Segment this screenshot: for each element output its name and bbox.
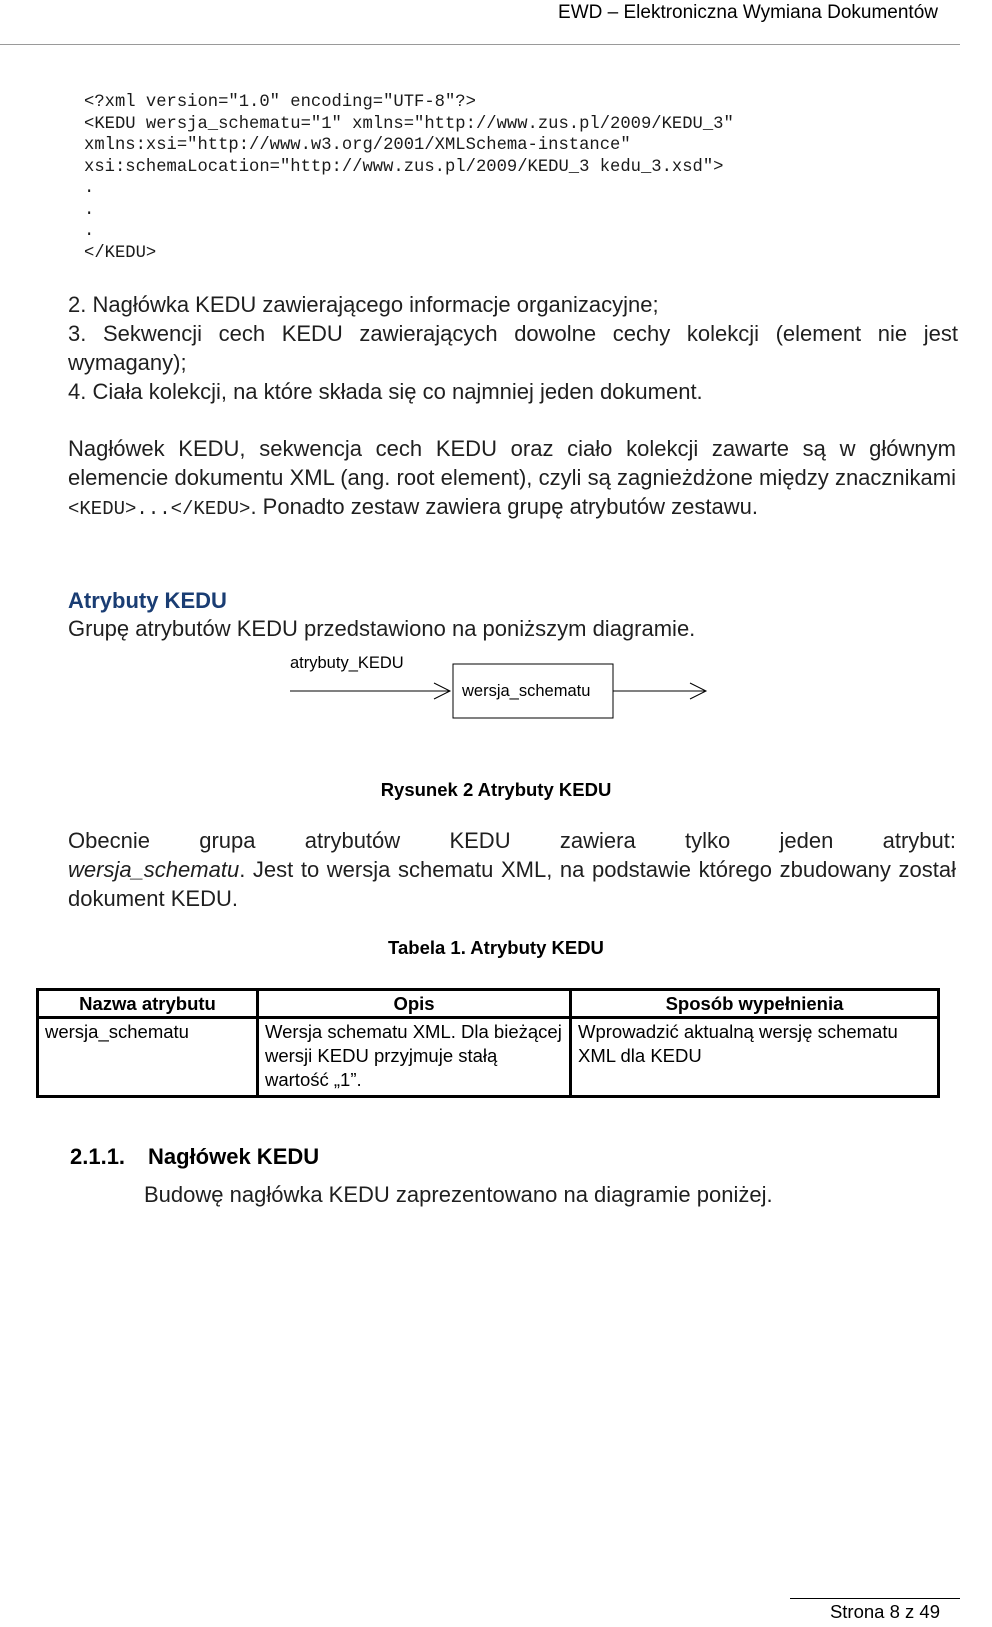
code-line: <?xml version="1.0" encoding="UTF-8"?> <box>84 93 476 112</box>
paragraph-text: . Jest to wersja schematu XML, na podstawie którego zbudowany został dokument KEDU. <box>68 857 956 911</box>
subsection-body: Budowę nagłówka KEDU zaprezentowano na diagramie poniżej. <box>144 1182 773 1207</box>
table-cell: Wprowadzić aktualną wersję schematu XML dla KEDU <box>571 1018 939 1097</box>
code-line: . <box>84 222 95 241</box>
code-line: <KEDU wersja_schematu="1" xmlns="http://www.zus.pl/2009/KEDU_3" <box>84 114 734 134</box>
attributes-table <box>36 988 940 1098</box>
table-header-row <box>38 990 939 1018</box>
attributes-diagram <box>290 654 730 756</box>
list-item: 3. Sekwencji cech KEDU zawierających dowolne cechy kolekcji (element nie jest wymagany); <box>68 321 958 375</box>
attribute-description-paragraph <box>68 826 956 913</box>
table-header-cell: Opis <box>258 990 571 1018</box>
table-header-cell: Nazwa atrybutu <box>38 990 258 1018</box>
diagram-attribute-label: wersja_schematu <box>462 682 591 700</box>
structure-list <box>68 290 958 406</box>
xml-code-block <box>84 92 734 264</box>
paragraph-text: Nagłówek KEDU, sekwencja cech KEDU oraz ciało kolekcji zawarte są w głównym elemencie dokumentu XML (ang. root element), czyli są zagnieżdżone między znacznikami <box>68 436 956 490</box>
table-caption: Tabela 1. Atrybuty KEDU <box>388 937 604 958</box>
figure-caption: Rysunek 2 Atrybuty KEDU <box>380 779 612 800</box>
code-line: xsi:schemaLocation="http://www.zus.pl/2009/KEDU_3 kedu_3.xsd"> <box>84 157 724 177</box>
code-line: . <box>84 179 95 198</box>
table-cell: wersja_schematu <box>38 1018 258 1097</box>
subsection-number: 2.1.1. <box>70 1144 126 1169</box>
subsection-title: Nagłówek KEDU <box>148 1144 320 1169</box>
page-number: Strona 8 z 49 <box>829 1601 940 1622</box>
footer-divider <box>790 1598 960 1599</box>
header-title: EWD – Elektroniczna Wymiana Dokumentów <box>558 2 938 23</box>
paragraph-text: . Ponadto zestaw zawiera grupę atrybutów zestawu. <box>250 494 758 519</box>
section-intro: Grupę atrybutów KEDU przedstawiono na poniższym diagramie. <box>68 616 696 641</box>
attribute-name: wersja_schematu <box>68 857 240 882</box>
list-item: 2. Nagłówka KEDU zawierającego informacje organizacyjne; <box>68 292 659 317</box>
header-divider <box>0 44 960 45</box>
code-line: xmlns:xsi="http://www.w3.org/2001/XMLSchema-instance" <box>84 136 631 155</box>
code-line: . <box>84 200 95 220</box>
table-cell: Wersja schematu XML. Dla bieżącej wersji KEDU przyjmuje stałą wartość „1”. <box>258 1018 571 1097</box>
diagram-group-label: atrybuty_KEDU <box>290 654 404 672</box>
table-header-cell: Sposób wypełnienia <box>571 990 939 1018</box>
list-item: 4. Ciała kolekcji, na które składa się co najmniej jeden dokument. <box>68 379 703 404</box>
paragraph-text <box>68 855 956 913</box>
paragraph-line: Obecnie grupa atrybutów KEDU zawiera tylko jeden atrybut: <box>68 828 956 853</box>
code-line: </KEDU> <box>84 243 157 263</box>
inline-code: <KEDU>...</KEDU> <box>68 498 251 520</box>
root-element-paragraph <box>68 434 956 524</box>
section-heading: Atrybuty KEDU <box>68 588 227 613</box>
table-row <box>38 1018 939 1097</box>
